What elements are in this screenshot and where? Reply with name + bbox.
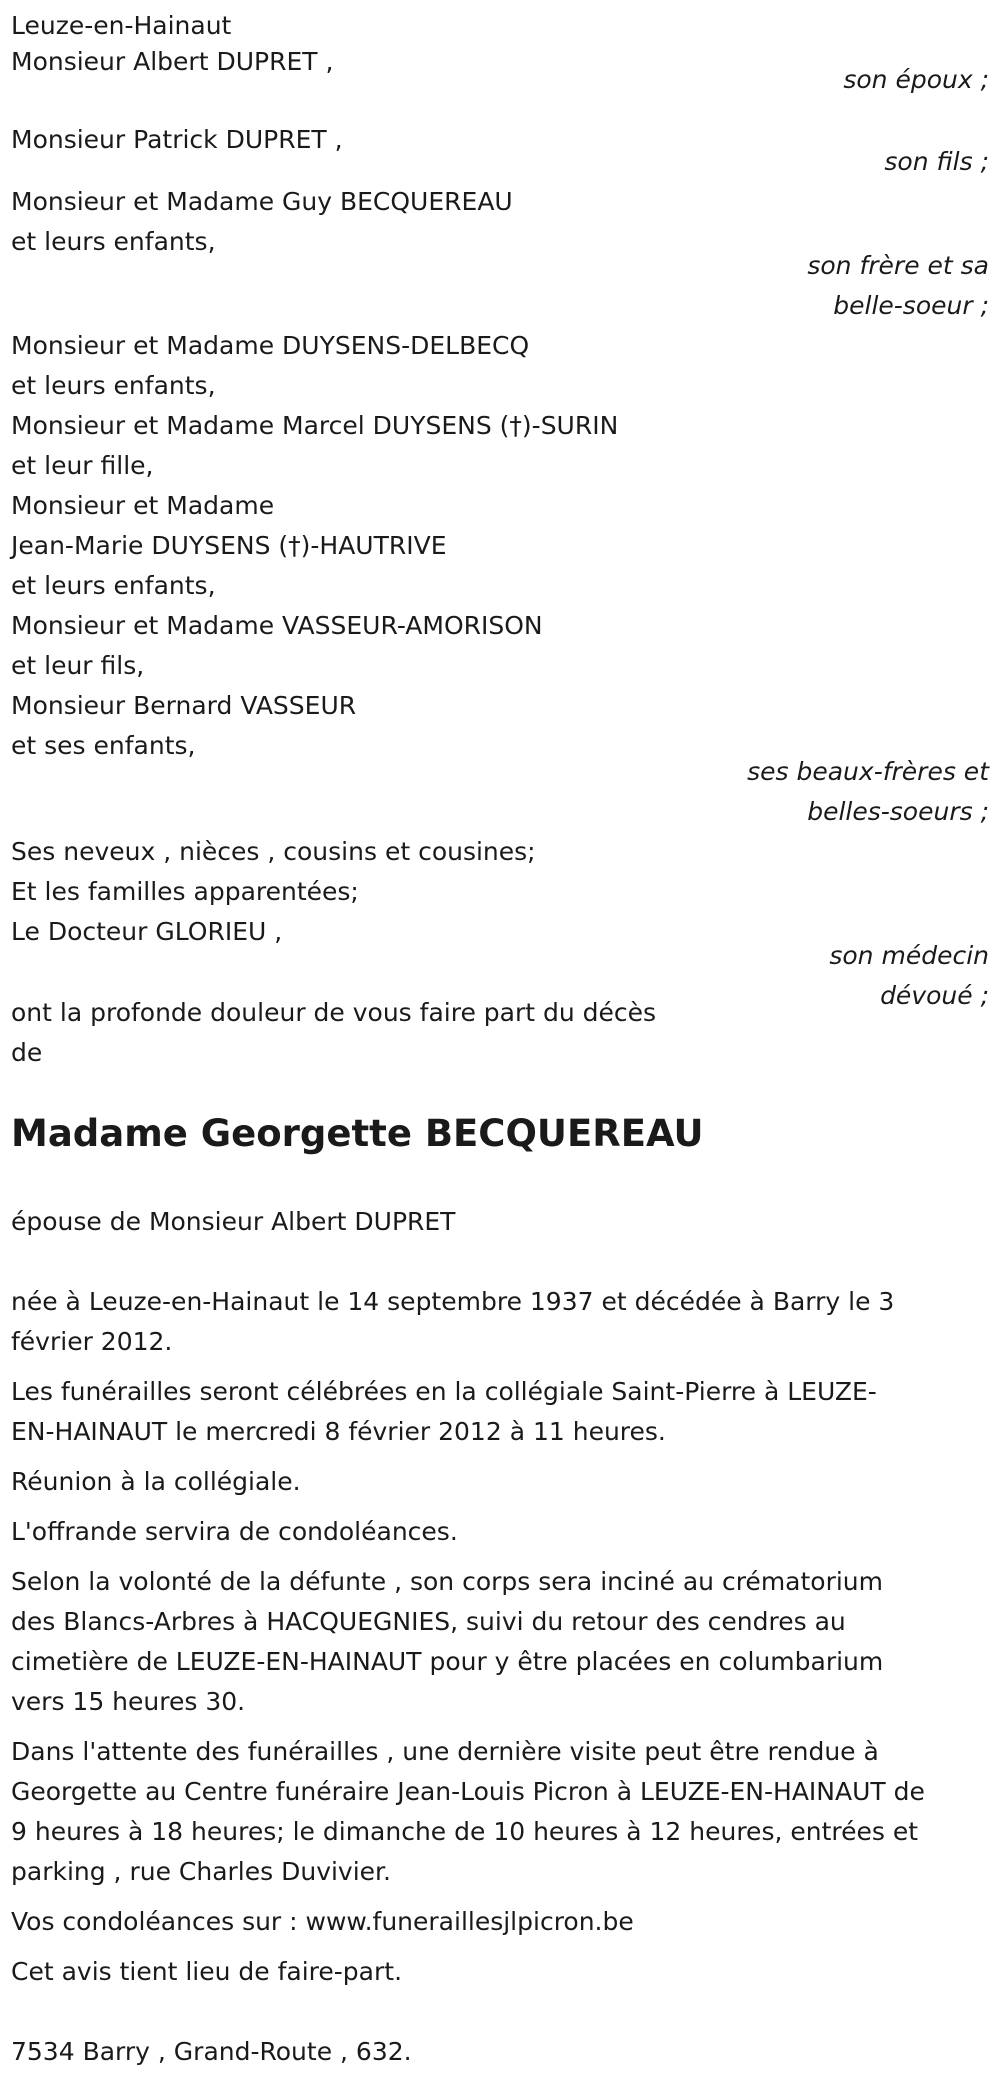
funeral-line-1: Les funérailles seront célébrées en la collégiale Saint-Pierre à LEUZE- bbox=[11, 1377, 877, 1406]
offering-line: L'offrande servira de condoléances. bbox=[11, 1517, 458, 1546]
deceased-name: Madame Georgette BECQUEREAU bbox=[11, 1112, 704, 1155]
others-role-line-2: dévoué ; bbox=[880, 981, 989, 1010]
others-line-1: Ses neveux , nièces , cousins et cousines; bbox=[11, 837, 536, 866]
in-laws-line-2: et leurs enfants, bbox=[11, 371, 216, 400]
in-laws-line-10: Monsieur Bernard VASSEUR bbox=[11, 691, 357, 720]
notice-line: Cet avis tient lieu de faire-part. bbox=[11, 1957, 403, 1986]
others-role-line-1: son médecin bbox=[829, 941, 989, 970]
visit-line-1: Dans l'attente des funérailles , une dernière visite peut être rendue à bbox=[11, 1737, 879, 1766]
brother-line-2: et leurs enfants, bbox=[11, 227, 216, 256]
in-laws-line-6: Jean-Marie DUYSENS (†)-HAUTRIVE bbox=[11, 531, 447, 560]
cremation-line-1: Selon la volonté de la défunte , son corps sera inciné au crématorium bbox=[11, 1567, 884, 1596]
cremation-line-2: des Blancs-Arbres à HACQUEGNIES, suivi du retour des cendres au bbox=[11, 1607, 846, 1636]
in-laws-line-8: Monsieur et Madame VASSEUR-AMORISON bbox=[11, 611, 543, 640]
in-laws-line-5: Monsieur et Madame bbox=[11, 491, 275, 520]
cremation-line-3: cimetière de LEUZE-EN-HAINAUT pour y être placées en columbarium bbox=[11, 1647, 884, 1676]
son-name: Monsieur Patrick DUPRET , bbox=[11, 125, 343, 154]
in-laws-line-3: Monsieur et Madame Marcel DUYSENS (†)-SURIN bbox=[11, 411, 619, 440]
son-role: son fils ; bbox=[884, 147, 989, 176]
brother-role-line-1: son frère et sa bbox=[807, 251, 989, 280]
visit-line-3: 9 heures à 18 heures; le dimanche de 10 heures à 12 heures, entrées et bbox=[11, 1817, 919, 1846]
birth-death-line-2: février 2012. bbox=[11, 1327, 173, 1356]
birth-death-line-1: née à Leuze-en-Hainaut le 14 septembre 1937 et décédée à Barry le 3 bbox=[11, 1287, 895, 1316]
others-line-3: Le Docteur GLORIEU , bbox=[11, 917, 283, 946]
announcement-line-1: ont la profonde douleur de vous faire part du décès bbox=[11, 998, 657, 1027]
condolences-line: Vos condoléances sur : www.funeraillesjlpicron.be bbox=[11, 1907, 634, 1936]
deceased-spouse-line: épouse de Monsieur Albert DUPRET bbox=[11, 1207, 456, 1236]
in-laws-line-4: et leur fille, bbox=[11, 451, 154, 480]
others-line-2: Et les familles apparentées; bbox=[11, 877, 359, 906]
cremation-line-4: vers 15 heures 30. bbox=[11, 1687, 246, 1716]
meeting-line: Réunion à la collégiale. bbox=[11, 1467, 301, 1496]
visit-line-2: Georgette au Centre funéraire Jean-Louis Picron à LEUZE-EN-HAINAUT de bbox=[11, 1777, 925, 1806]
announcement-line-2: de bbox=[11, 1038, 43, 1067]
funeral-line-2: EN-HAINAUT le mercredi 8 février 2012 à 11 heures. bbox=[11, 1417, 666, 1446]
spouse-role: son époux ; bbox=[843, 65, 989, 94]
in-laws-role-line-1: ses beaux-frères et bbox=[747, 757, 989, 786]
in-laws-role-line-2: belles-soeurs ; bbox=[807, 797, 989, 826]
spouse-name: Monsieur Albert DUPRET , bbox=[11, 47, 334, 76]
brother-line-1: Monsieur et Madame Guy BECQUEREAU bbox=[11, 187, 513, 216]
visit-line-4: parking , rue Charles Duvivier. bbox=[11, 1857, 391, 1886]
brother-role-line-2: belle-soeur ; bbox=[833, 291, 989, 320]
in-laws-line-9: et leur fils, bbox=[11, 651, 145, 680]
in-laws-line-7: et leurs enfants, bbox=[11, 571, 216, 600]
in-laws-line-1: Monsieur et Madame DUYSENS-DELBECQ bbox=[11, 331, 530, 360]
city-header: Leuze-en-Hainaut bbox=[11, 11, 232, 40]
address-line: 7534 Barry , Grand-Route , 632. bbox=[11, 2037, 412, 2066]
in-laws-line-11: et ses enfants, bbox=[11, 731, 196, 760]
